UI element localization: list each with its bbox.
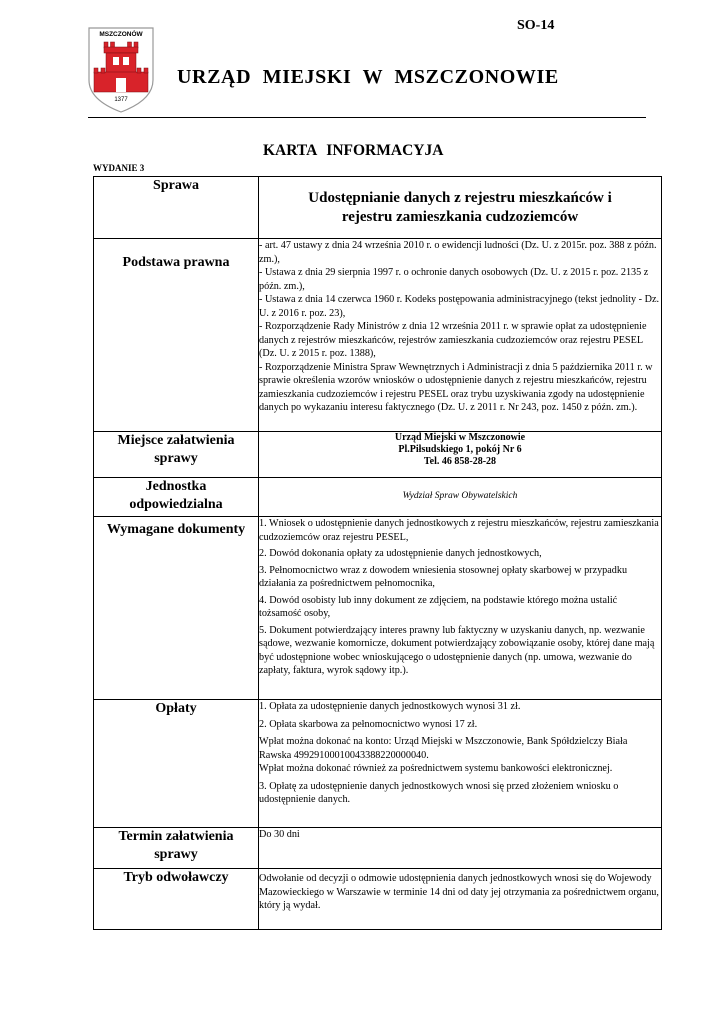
podstawa-value: - art. 47 ustawy z dnia 24 września 2010 r. o ewidencji ludności (Dz. U. z 2015r. poz. 388 z późn. zm.), - Ustawa z dnia 29 sierpnia 1997 r. o ochronie danych osobowych (Dz. U. z 2015 r. poz. 2135 z późn. zm.), - Ustawa z dnia 14 czerwca 1960 r. Kodeks postępowania administracyjnego (tekst jednolity - Dz. U. z 2016 r. poz. 23), - Rozporządzenie Rady Ministrów z dnia 12 września 2011 r. w sprawie opłat za udostępnienie danych z rejestrów mieszkańców, rejestrów zamieszkania cudzoziemców oraz rejestru PESEL (Dz. U. z 2015 r. poz. 1388), - Rozporządzenie Ministra Spraw Wewnętrznych i Administracji z dnia 5 października 2011 r. w sprawie określenia wzorów wniosków o udostępnienie danych z rejestru mieszkańców, rejestru zamieszkania cudzoziemców i rejestru PESEL oraz trybu uzyskiwania zgody na udostępnienie danych po wykazaniu interesu faktycznego (Dz. U. z 2011 r. Nr 243, poz. 1450 z późn. zm.). [259,239,662,432]
miejsce-value: Urząd Miejski w Mszczonowie Pl.Piłsudskiego 1, pokój Nr 6 Tel. 46 858-28-28 [259,432,662,478]
header-divider [88,117,646,118]
row-termin [94,828,662,869]
dokumenty-value: 1. Wniosek o udostępnienie danych jednostkowych z rejestru mieszkańców, rejestru zamieszkania cudzoziemców oraz rejestru PESEL, 2. Dowód dokonania opłaty za udostępnienie danych jednostkowych, 3. Pełnomocnictwo wraz z dowodem wniesienia stosownej opłaty skarbowej w przypadku działania za pośrednictwem pełnomocnika, 4. Dowód osobisty lub inny dokument ze zdjęciem, na podstawie którego można ustalić tożsamość osoby, 5. Dokument potwierdzający interes prawny lub faktyczny w uzyskaniu danych, np. wezwanie sądowe, wezwanie komornicze, dokument potwierdzający zobowiązanie osoby, której dane mają być udostępnione wobec wnioskującego o udostępnienie danych (np. umowa, wezwanie do zapłaty, faktura, wyrok sądowy itp.). [259,517,662,700]
row-dokumenty [94,517,662,700]
row-tryb [94,869,662,930]
document-title: KARTA INFORMACYJA [263,142,444,159]
page-title: URZĄD MIEJSKI W MSZCZONOWIE [177,66,559,88]
label-jednostka: Jednostka odpowiedzialna [94,478,259,517]
crest-year: 1377 [114,97,128,103]
row-jednostka [94,478,662,517]
label-miejsce: Miejsce załatwienia sprawy [94,432,259,478]
label-podstawa: Podstawa prawna [94,239,259,432]
label-tryb: Tryb odwoławczy [94,869,259,930]
row-podstawa [94,239,662,432]
row-miejsce [94,432,662,478]
termin-value: Do 30 dni [259,828,662,869]
info-table [93,176,662,930]
row-sprawa [94,177,662,239]
label-termin: Termin załatwienia sprawy [94,828,259,869]
document-code: SO-14 [517,18,555,33]
label-sprawa: Sprawa [94,177,259,239]
label-dokumenty: Wymagane dokumenty [94,517,259,700]
sprawa-value: Udostępnianie danych z rejestru mieszkańców i rejestru zamieszkania cudzoziemców [259,177,662,239]
edition-label: WYDANIE 3 [93,163,145,173]
label-oplaty: Opłaty [94,700,259,828]
town-crest-icon [86,26,156,114]
oplaty-value: 1. Opłata za udostępnienie danych jednostkowych wynosi 31 zł. 2. Opłata skarbowa za pełnomocnictwo wynosi 17 zł. Wpłat można dokonać na konto: Urząd Miejski w Mszczonowie, Bank Spółdzielczy Biała Rawska 49929100010043388220000040. Wpłat można dokonać również za pośrednictwem systemu bankowości elektronicznej. 3. Opłatę za udostępnienie danych jednostkowych wnosi się przed złożeniem wniosku o udostępnienie danych. [259,700,662,828]
tryb-value: Odwołanie od decyzji o odmowie udostępnienia danych jednostkowych wnosi się do Wojewody Mazowieckiego w Warszawie w terminie 14 dni od daty jej otrzymania za pośrednictwem organu, który ją wydał. [259,869,662,930]
row-oplaty [94,700,662,828]
crest-top-text: MSZCZONÓW [99,31,143,38]
jednostka-value: Wydział Spraw Obywatelskich [259,478,662,517]
